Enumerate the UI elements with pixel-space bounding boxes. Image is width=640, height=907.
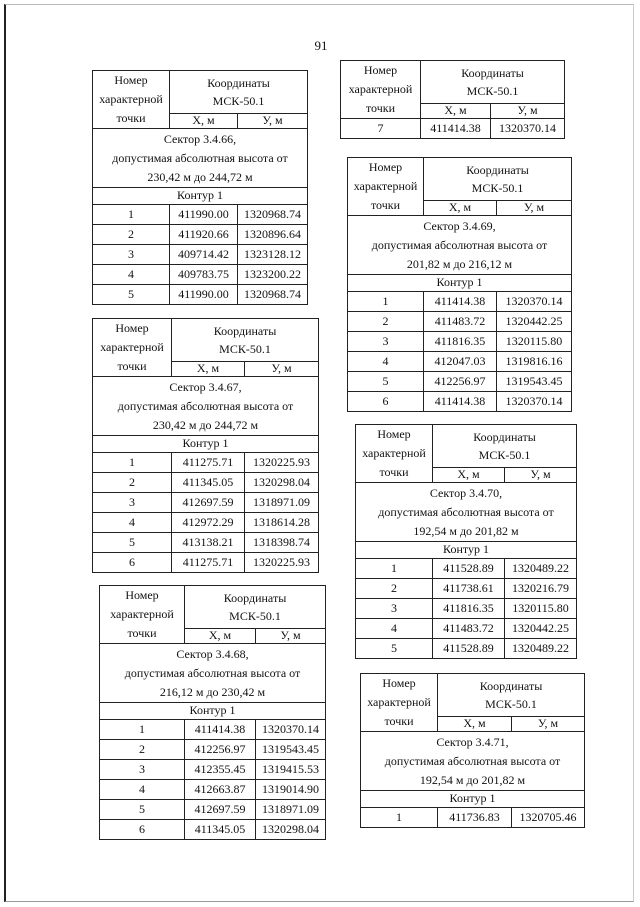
point-number-header: Номер характерной точки <box>93 71 170 129</box>
coordinate-table-3-4-70 <box>355 424 577 659</box>
x-value: 412663.87 <box>185 780 256 800</box>
coordinates-header: Координаты МСК-50.1 <box>170 71 308 114</box>
page-number: 91 <box>314 38 328 53</box>
coordinates-header: Координаты МСК-50.1 <box>172 319 319 362</box>
y-value: 1320370.14 <box>491 119 565 139</box>
x-value: 411345.05 <box>185 820 256 840</box>
x-value: 412697.59 <box>172 493 245 513</box>
contour-label: Контур 1 <box>348 275 572 292</box>
table-row <box>348 292 572 312</box>
y-value: 1318398.74 <box>245 533 319 553</box>
table-row <box>93 473 319 493</box>
table-row <box>348 312 572 332</box>
y-value: 1318971.09 <box>256 800 326 820</box>
y-value: 1320115.80 <box>505 599 577 619</box>
x-column-header: Х, м <box>172 362 245 377</box>
point-number: 2 <box>356 579 433 599</box>
table-row <box>356 579 577 599</box>
point-number: 2 <box>93 473 172 493</box>
x-value: 411990.00 <box>170 205 238 225</box>
table-row <box>93 225 308 245</box>
point-number: 4 <box>93 513 172 533</box>
point-number-header: Номер характерной точки <box>348 158 424 216</box>
y-value: 1320489.22 <box>505 639 577 659</box>
x-value: 411345.05 <box>172 473 245 493</box>
y-value: 1318971.09 <box>245 493 319 513</box>
table-row <box>348 352 572 372</box>
point-number-header: Номер характерной точки <box>361 674 438 732</box>
point-number: 1 <box>356 559 433 579</box>
contour-label: Контур 1 <box>93 436 319 453</box>
x-value: 412697.59 <box>185 800 256 820</box>
x-column-header: Х, м <box>433 468 505 483</box>
point-number: 5 <box>348 372 424 392</box>
contour-label: Контур 1 <box>100 703 326 720</box>
sector-caption: Сектор 3.4.70, допустимая абсолютная высота от 192,54 м до 201,82 м <box>356 483 577 542</box>
point-number: 1 <box>100 720 185 740</box>
x-value: 411528.89 <box>433 639 505 659</box>
point-number: 5 <box>100 800 185 820</box>
table-row <box>93 533 319 553</box>
y-value: 1320705.46 <box>512 808 585 828</box>
table-row <box>93 205 308 225</box>
table-row <box>356 599 577 619</box>
point-number: 6 <box>100 820 185 840</box>
y-value: 1323200.22 <box>238 265 308 285</box>
x-value: 411736.83 <box>438 808 512 828</box>
y-value: 1319543.45 <box>256 740 326 760</box>
table-row <box>356 559 577 579</box>
sector-caption: Сектор 3.4.67, допустимая абсолютная высота от 230,42 м до 244,72 м <box>93 377 319 436</box>
y-column-header: У, м <box>256 629 326 644</box>
y-value: 1320442.25 <box>505 619 577 639</box>
table-row <box>100 820 326 840</box>
coordinate-table-3-4-68-continued <box>340 60 565 139</box>
point-number: 2 <box>93 225 170 245</box>
y-value: 1320896.64 <box>238 225 308 245</box>
coordinates-header: Координаты МСК-50.1 <box>424 158 572 201</box>
point-number: 1 <box>93 205 170 225</box>
x-value: 411816.35 <box>433 599 505 619</box>
x-column-header: Х, м <box>424 201 497 216</box>
point-number: 6 <box>348 392 424 412</box>
point-number-header: Номер характерной точки <box>100 586 185 644</box>
table-row <box>356 639 577 659</box>
x-value: 412047.03 <box>424 352 497 372</box>
sector-caption: Сектор 3.4.69, допустимая абсолютная высота от 201,82 м до 216,12 м <box>348 216 572 275</box>
coordinate-table-3-4-71 <box>360 673 585 828</box>
coordinates-header: Координаты МСК-50.1 <box>421 61 565 104</box>
point-number: 5 <box>93 533 172 553</box>
table-row <box>348 332 572 352</box>
table-row <box>93 285 308 305</box>
table-row <box>93 493 319 513</box>
y-value: 1323128.12 <box>238 245 308 265</box>
y-value: 1320968.74 <box>238 285 308 305</box>
x-value: 411483.72 <box>424 312 497 332</box>
coordinates-header: Координаты МСК-50.1 <box>433 425 577 468</box>
contour-label: Контур 1 <box>361 791 585 808</box>
x-value: 411990.00 <box>170 285 238 305</box>
table-row <box>341 119 565 139</box>
coordinate-table-3-4-66 <box>92 70 308 305</box>
x-column-header: Х, м <box>170 114 238 129</box>
x-column-header: Х, м <box>421 104 491 119</box>
x-value: 411275.71 <box>172 553 245 573</box>
point-number: 3 <box>348 332 424 352</box>
y-value: 1320298.04 <box>256 820 326 840</box>
x-value: 412972.29 <box>172 513 245 533</box>
x-value: 411275.71 <box>172 453 245 473</box>
point-number: 5 <box>93 285 170 305</box>
x-column-header: Х, м <box>185 629 256 644</box>
y-column-header: У, м <box>505 468 577 483</box>
point-number-header: Номер характерной точки <box>93 319 172 377</box>
table-row <box>348 392 572 412</box>
y-value: 1319014.90 <box>256 780 326 800</box>
table-row <box>93 245 308 265</box>
table-row <box>93 453 319 473</box>
y-value: 1320225.93 <box>245 553 319 573</box>
point-number: 5 <box>356 639 433 659</box>
y-value: 1320225.93 <box>245 453 319 473</box>
y-column-header: У, м <box>238 114 308 129</box>
x-column-header: Х, м <box>438 717 512 732</box>
y-column-header: У, м <box>491 104 565 119</box>
sector-caption: Сектор 3.4.66, допустимая абсолютная высота от 230,42 м до 244,72 м <box>93 129 308 188</box>
point-number: 7 <box>341 119 421 139</box>
point-number-header: Номер характерной точки <box>356 425 433 483</box>
coordinate-table-3-4-68 <box>99 585 326 840</box>
x-value: 411528.89 <box>433 559 505 579</box>
point-number-header: Номер характерной точки <box>341 61 421 119</box>
point-number: 4 <box>100 780 185 800</box>
y-value: 1319415.53 <box>256 760 326 780</box>
y-value: 1318614.28 <box>245 513 319 533</box>
y-value: 1320370.14 <box>497 392 572 412</box>
x-value: 412256.97 <box>424 372 497 392</box>
x-value: 411414.38 <box>185 720 256 740</box>
point-number: 1 <box>361 808 438 828</box>
point-number: 4 <box>93 265 170 285</box>
sector-caption: Сектор 3.4.68, допустимая абсолютная высота от 216,12 м до 230,42 м <box>100 644 326 703</box>
point-number: 1 <box>93 453 172 473</box>
coordinates-header: Координаты МСК-50.1 <box>185 586 326 629</box>
table-row <box>93 265 308 285</box>
y-value: 1320442.25 <box>497 312 572 332</box>
coordinate-table-3-4-69 <box>347 157 572 412</box>
y-column-header: У, м <box>497 201 572 216</box>
y-value: 1320489.22 <box>505 559 577 579</box>
table-row <box>348 372 572 392</box>
table-row <box>93 513 319 533</box>
y-value: 1320115.80 <box>497 332 572 352</box>
table-row <box>100 800 326 820</box>
y-column-header: У, м <box>245 362 319 377</box>
point-number: 1 <box>348 292 424 312</box>
table-row <box>100 740 326 760</box>
y-value: 1320298.04 <box>245 473 319 493</box>
table-row <box>356 619 577 639</box>
y-value: 1320968.74 <box>238 205 308 225</box>
point-number: 4 <box>356 619 433 639</box>
point-number: 3 <box>100 760 185 780</box>
x-value: 411414.38 <box>424 292 497 312</box>
coordinate-table-3-4-67 <box>92 318 319 573</box>
contour-label: Контур 1 <box>93 188 308 205</box>
x-value: 411414.38 <box>424 392 497 412</box>
coordinates-header: Координаты МСК-50.1 <box>438 674 585 717</box>
table-row <box>100 780 326 800</box>
point-number: 2 <box>100 740 185 760</box>
point-number: 3 <box>93 493 172 513</box>
x-value: 409714.42 <box>170 245 238 265</box>
point-number: 3 <box>93 245 170 265</box>
x-value: 412355.45 <box>185 760 256 780</box>
x-value: 411414.38 <box>421 119 491 139</box>
x-value: 409783.75 <box>170 265 238 285</box>
y-value: 1319816.16 <box>497 352 572 372</box>
point-number: 3 <box>356 599 433 619</box>
table-row <box>100 720 326 740</box>
x-value: 412256.97 <box>185 740 256 760</box>
y-column-header: У, м <box>512 717 585 732</box>
x-value: 411920.66 <box>170 225 238 245</box>
point-number: 6 <box>93 553 172 573</box>
x-value: 411483.72 <box>433 619 505 639</box>
y-value: 1319543.45 <box>497 372 572 392</box>
table-row <box>100 760 326 780</box>
table-row <box>361 808 585 828</box>
y-value: 1320370.14 <box>256 720 326 740</box>
x-value: 413138.21 <box>172 533 245 553</box>
point-number: 2 <box>348 312 424 332</box>
y-value: 1320216.79 <box>505 579 577 599</box>
contour-label: Контур 1 <box>356 542 577 559</box>
table-row <box>93 553 319 573</box>
y-value: 1320370.14 <box>497 292 572 312</box>
x-value: 411738.61 <box>433 579 505 599</box>
sector-caption: Сектор 3.4.71, допустимая абсолютная высота от 192,54 м до 201,82 м <box>361 732 585 791</box>
point-number: 4 <box>348 352 424 372</box>
x-value: 411816.35 <box>424 332 497 352</box>
